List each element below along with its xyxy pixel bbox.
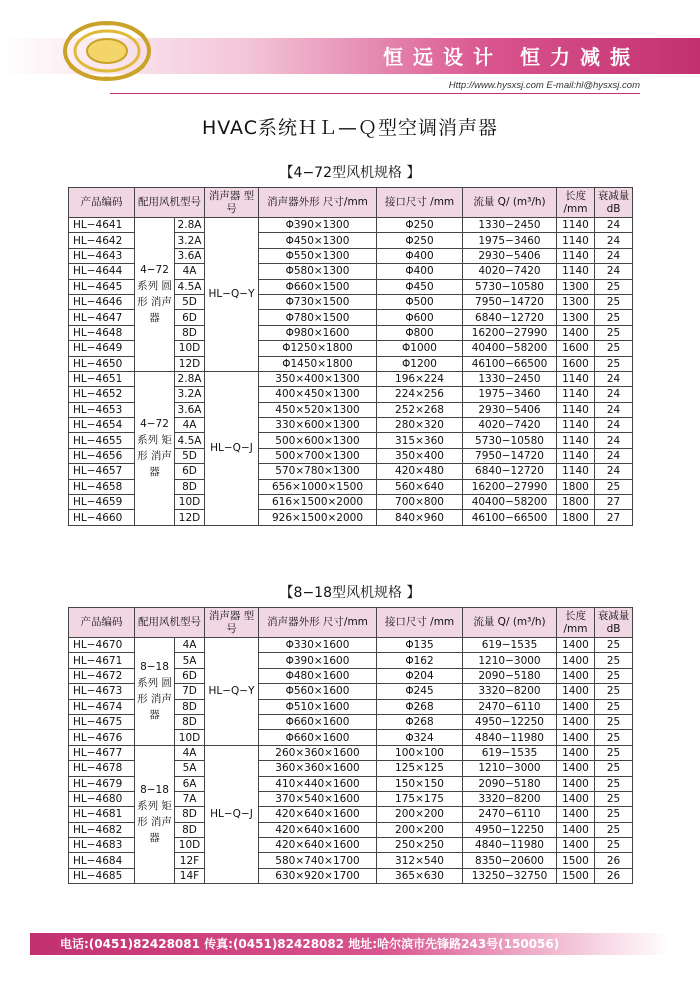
attenuation-cell: 25 — [595, 776, 633, 791]
product-code-cell: HL−4656 — [69, 448, 135, 463]
length-cell: 1400 — [557, 730, 595, 745]
flow-cell: 40400−58200 — [463, 495, 557, 510]
fan-model-cell: 5A — [175, 653, 205, 668]
dimension-cell: 500×700×1300 — [259, 448, 377, 463]
interface-cell: Φ1200 — [377, 356, 463, 371]
dimension-cell: Φ780×1500 — [259, 310, 377, 325]
table-row — [69, 745, 633, 760]
attenuation-cell: 25 — [595, 838, 633, 853]
length-cell: 1500 — [557, 853, 595, 868]
flow-cell: 1330−2450 — [463, 218, 557, 233]
dimension-cell: Φ330×1600 — [259, 638, 377, 653]
flow-cell: 2090−5180 — [463, 668, 557, 683]
silencer-model-cell: HL−Q−J — [205, 745, 259, 884]
flow-cell: 7950−14720 — [463, 294, 557, 309]
footer-contact: 电话:(0451)82428081 传真:(0451)82428082 地址:哈尔滨市先锋路243号(150056) — [30, 933, 670, 955]
length-cell: 1400 — [557, 653, 595, 668]
product-code-cell: HL−4677 — [69, 745, 135, 760]
product-code-cell: HL−4642 — [69, 233, 135, 248]
product-code-cell: HL−4683 — [69, 838, 135, 853]
interface-cell: 125×125 — [377, 761, 463, 776]
product-code-cell: HL−4657 — [69, 464, 135, 479]
interface-cell: Φ250 — [377, 233, 463, 248]
flow-cell: 5730−10580 — [463, 433, 557, 448]
product-code-cell: HL−4658 — [69, 479, 135, 494]
header-flow: 流量 Q/ (m³/h) — [463, 188, 557, 218]
interface-cell: Φ1000 — [377, 341, 463, 356]
product-code-cell: HL−4648 — [69, 325, 135, 340]
fan-model-cell: 12D — [175, 510, 205, 525]
dimension-cell: 420×640×1600 — [259, 822, 377, 837]
product-code-cell: HL−4653 — [69, 402, 135, 417]
page-title: HVAC系统ＨＬ—Ｑ型空调消声器 — [201, 117, 498, 139]
fan-model-cell: 12F — [175, 853, 205, 868]
flow-cell: 4840−11980 — [463, 730, 557, 745]
flow-cell: 2470−6110 — [463, 699, 557, 714]
table-row — [69, 371, 633, 386]
flow-cell: 4020−7420 — [463, 418, 557, 433]
attenuation-cell: 25 — [595, 714, 633, 729]
table-row — [69, 218, 633, 233]
attenuation-cell: 25 — [595, 638, 633, 653]
length-cell: 1140 — [557, 402, 595, 417]
length-cell: 1140 — [557, 264, 595, 279]
flow-cell: 6840−12720 — [463, 310, 557, 325]
product-code-cell: HL−4652 — [69, 387, 135, 402]
flow-cell: 46100−66500 — [463, 356, 557, 371]
attenuation-cell: 25 — [595, 791, 633, 806]
dimension-cell: 410×440×1600 — [259, 776, 377, 791]
attenuation-cell: 24 — [595, 387, 633, 402]
product-code-cell: HL−4654 — [69, 418, 135, 433]
dimension-cell: 616×1500×2000 — [259, 495, 377, 510]
product-code-cell: HL−4644 — [69, 264, 135, 279]
attenuation-cell: 24 — [595, 371, 633, 386]
product-code-cell: HL−4676 — [69, 730, 135, 745]
flow-cell: 4950−12250 — [463, 822, 557, 837]
interface-cell: 200×200 — [377, 822, 463, 837]
length-cell: 1400 — [557, 745, 595, 760]
fan-model-cell: 6D — [175, 668, 205, 683]
header-product-code: 产品编码 — [69, 608, 135, 638]
attenuation-cell: 24 — [595, 464, 633, 479]
length-cell: 1300 — [557, 310, 595, 325]
flow-cell: 1975−3460 — [463, 233, 557, 248]
fan-model-cell: 5A — [175, 761, 205, 776]
fan-model-cell: 10D — [175, 730, 205, 745]
header-flow: 流量 Q/ (m³/h) — [463, 608, 557, 638]
fan-model-cell: 8D — [175, 699, 205, 714]
fan-model-cell: 4A — [175, 264, 205, 279]
interface-cell: Φ400 — [377, 264, 463, 279]
flow-cell: 2090−5180 — [463, 776, 557, 791]
dimension-cell: Φ390×1600 — [259, 653, 377, 668]
flow-cell: 1330−2450 — [463, 371, 557, 386]
length-cell: 1300 — [557, 279, 595, 294]
header-attenuation: 衰减量 dB — [595, 188, 633, 218]
silencer-model-cell: HL−Q−J — [205, 371, 259, 525]
company-logo-icon — [62, 16, 152, 86]
dimension-cell: 926×1500×2000 — [259, 510, 377, 525]
spec-table-4-72 — [68, 187, 633, 526]
attenuation-cell: 24 — [595, 264, 633, 279]
interface-cell: 250×250 — [377, 838, 463, 853]
length-cell: 1400 — [557, 822, 595, 837]
interface-cell: 224×256 — [377, 387, 463, 402]
length-cell: 1400 — [557, 761, 595, 776]
length-cell: 1400 — [557, 807, 595, 822]
length-cell: 1400 — [557, 791, 595, 806]
flow-cell: 16200−27990 — [463, 479, 557, 494]
dimension-cell: 360×360×1600 — [259, 761, 377, 776]
length-cell: 1400 — [557, 776, 595, 791]
dimension-cell: 420×640×1600 — [259, 807, 377, 822]
dimension-cell: Φ390×1300 — [259, 218, 377, 233]
interface-cell: 420×480 — [377, 464, 463, 479]
flow-cell: 3320−8200 — [463, 791, 557, 806]
interface-cell: 312×540 — [377, 853, 463, 868]
dimension-cell: Φ1450×1800 — [259, 356, 377, 371]
fan-model-cell: 6D — [175, 464, 205, 479]
attenuation-cell: 24 — [595, 402, 633, 417]
flow-cell: 16200−27990 — [463, 325, 557, 340]
interface-cell: Φ400 — [377, 248, 463, 263]
dimension-cell: Φ660×1600 — [259, 730, 377, 745]
dimension-cell: Φ450×1300 — [259, 233, 377, 248]
fan-model-cell: 5D — [175, 294, 205, 309]
fan-model-cell: 8D — [175, 714, 205, 729]
length-cell: 1140 — [557, 464, 595, 479]
silencer-model-cell: HL−Q−Y — [205, 638, 259, 746]
header-interface: 接口尺寸 /mm — [377, 188, 463, 218]
attenuation-cell: 27 — [595, 495, 633, 510]
flow-cell: 4020−7420 — [463, 264, 557, 279]
product-code-cell: HL−4684 — [69, 853, 135, 868]
attenuation-cell: 25 — [595, 294, 633, 309]
contact-url-line: Http://www.hysxsj.com E-mail:hl@hysxsj.com — [448, 80, 640, 91]
interface-cell: Φ250 — [377, 218, 463, 233]
length-cell: 1400 — [557, 699, 595, 714]
header-fan-model: 配用风机型号 — [135, 608, 205, 638]
header-dimensions: 消声器外形 尺寸/mm — [259, 608, 377, 638]
header-product-code: 产品编码 — [69, 188, 135, 218]
dimension-cell: Φ1250×1800 — [259, 341, 377, 356]
interface-cell: Φ268 — [377, 699, 463, 714]
interface-cell: 175×175 — [377, 791, 463, 806]
fan-model-cell: 4.5A — [175, 279, 205, 294]
attenuation-cell: 25 — [595, 745, 633, 760]
silencer-model-cell: HL−Q−Y — [205, 218, 259, 372]
product-code-cell: HL−4643 — [69, 248, 135, 263]
slogan: 恒远设计 恒力减振 — [383, 45, 640, 69]
header-length: 长度 /mm — [557, 608, 595, 638]
dimension-cell: Φ980×1600 — [259, 325, 377, 340]
fan-model-cell: 10D — [175, 341, 205, 356]
attenuation-cell: 25 — [595, 699, 633, 714]
product-code-cell: HL−4647 — [69, 310, 135, 325]
interface-cell: 315×360 — [377, 433, 463, 448]
product-code-cell: HL−4645 — [69, 279, 135, 294]
interface-cell: 196×224 — [377, 371, 463, 386]
interface-cell: Φ162 — [377, 653, 463, 668]
dimension-cell: 500×600×1300 — [259, 433, 377, 448]
product-code-cell: HL−4646 — [69, 294, 135, 309]
product-code-cell: HL−4682 — [69, 822, 135, 837]
interface-cell: Φ245 — [377, 684, 463, 699]
fan-model-cell: 12D — [175, 356, 205, 371]
interface-cell: Φ800 — [377, 325, 463, 340]
product-code-cell: HL−4651 — [69, 371, 135, 386]
dimension-cell: 400×450×1300 — [259, 387, 377, 402]
length-cell: 1140 — [557, 448, 595, 463]
fan-model-cell: 2.8A — [175, 218, 205, 233]
product-code-cell: HL−4675 — [69, 714, 135, 729]
dimension-cell: Φ560×1600 — [259, 684, 377, 699]
length-cell: 1600 — [557, 356, 595, 371]
flow-cell: 3320−8200 — [463, 684, 557, 699]
dimension-cell: Φ730×1500 — [259, 294, 377, 309]
length-cell: 1400 — [557, 714, 595, 729]
interface-cell: Φ268 — [377, 714, 463, 729]
interface-cell: 560×640 — [377, 479, 463, 494]
product-code-cell: HL−4678 — [69, 761, 135, 776]
product-code-cell: HL−4671 — [69, 653, 135, 668]
dimension-cell: 350×400×1300 — [259, 371, 377, 386]
spec-table-8-18 — [68, 607, 633, 884]
fan-model-cell: 4A — [175, 638, 205, 653]
product-code-cell: HL−4660 — [69, 510, 135, 525]
interface-cell: 365×630 — [377, 868, 463, 883]
flow-cell: 8350−20600 — [463, 853, 557, 868]
dimension-cell: Φ580×1300 — [259, 264, 377, 279]
header-silencer-model: 消声器 型号 — [205, 608, 259, 638]
fan-model-cell: 14F — [175, 868, 205, 883]
header-interface: 接口尺寸 /mm — [377, 608, 463, 638]
length-cell: 1140 — [557, 248, 595, 263]
fan-series-label: 8−18 系列 矩形 消声器 — [135, 745, 175, 884]
table-header-row — [69, 608, 633, 638]
product-code-cell: HL−4655 — [69, 433, 135, 448]
dimension-cell: 420×640×1600 — [259, 838, 377, 853]
dimension-cell: 656×1000×1500 — [259, 479, 377, 494]
flow-cell: 13250−32750 — [463, 868, 557, 883]
attenuation-cell: 24 — [595, 433, 633, 448]
interface-cell: Φ135 — [377, 638, 463, 653]
product-code-cell: HL−4674 — [69, 699, 135, 714]
product-code-cell: HL−4659 — [69, 495, 135, 510]
flow-cell: 4950−12250 — [463, 714, 557, 729]
flow-cell: 5730−10580 — [463, 279, 557, 294]
attenuation-cell: 24 — [595, 248, 633, 263]
interface-cell: 350×400 — [377, 448, 463, 463]
product-code-cell: HL−4680 — [69, 791, 135, 806]
fan-model-cell: 3.6A — [175, 248, 205, 263]
product-code-cell: HL−4672 — [69, 668, 135, 683]
fan-model-cell: 5D — [175, 448, 205, 463]
header-dimensions: 消声器外形 尺寸/mm — [259, 188, 377, 218]
attenuation-cell: 24 — [595, 448, 633, 463]
flow-cell: 2930−5406 — [463, 402, 557, 417]
dimension-cell: 630×920×1700 — [259, 868, 377, 883]
table-header-row — [69, 188, 633, 218]
attenuation-cell: 25 — [595, 668, 633, 683]
fan-model-cell: 3.2A — [175, 233, 205, 248]
fan-model-cell: 4A — [175, 745, 205, 760]
flow-cell: 46100−66500 — [463, 510, 557, 525]
attenuation-cell: 26 — [595, 868, 633, 883]
product-code-cell: HL−4679 — [69, 776, 135, 791]
attenuation-cell: 25 — [595, 807, 633, 822]
fan-model-cell: 10D — [175, 838, 205, 853]
product-code-cell: HL−4649 — [69, 341, 135, 356]
dimension-cell: 330×600×1300 — [259, 418, 377, 433]
attenuation-cell: 24 — [595, 418, 633, 433]
interface-cell: 100×100 — [377, 745, 463, 760]
flow-cell: 7950−14720 — [463, 448, 557, 463]
fan-model-cell: 2.8A — [175, 371, 205, 386]
product-code-cell: HL−4685 — [69, 868, 135, 883]
interface-cell: 150×150 — [377, 776, 463, 791]
fan-model-cell: 8D — [175, 822, 205, 837]
dimension-cell: Φ660×1600 — [259, 714, 377, 729]
dimension-cell: 580×740×1700 — [259, 853, 377, 868]
flow-cell: 2930−5406 — [463, 248, 557, 263]
flow-cell: 619−1535 — [463, 638, 557, 653]
flow-cell: 40400−58200 — [463, 341, 557, 356]
header-length: 长度 /mm — [557, 188, 595, 218]
flow-cell: 619−1535 — [463, 745, 557, 760]
attenuation-cell: 25 — [595, 325, 633, 340]
dimension-cell: Φ660×1500 — [259, 279, 377, 294]
flow-cell: 4840−11980 — [463, 838, 557, 853]
product-code-cell: HL−4641 — [69, 218, 135, 233]
length-cell: 1800 — [557, 479, 595, 494]
fan-model-cell: 8D — [175, 325, 205, 340]
attenuation-cell: 26 — [595, 853, 633, 868]
dimension-cell: Φ550×1300 — [259, 248, 377, 263]
length-cell: 1400 — [557, 684, 595, 699]
section1-title: 【4−72型风机规格 】 — [279, 165, 421, 181]
attenuation-cell: 24 — [595, 218, 633, 233]
interface-cell: Φ500 — [377, 294, 463, 309]
dimension-cell: Φ480×1600 — [259, 668, 377, 683]
dimension-cell: 570×780×1300 — [259, 464, 377, 479]
length-cell: 1140 — [557, 433, 595, 448]
fan-model-cell: 10D — [175, 495, 205, 510]
interface-cell: Φ600 — [377, 310, 463, 325]
length-cell: 1140 — [557, 387, 595, 402]
fan-model-cell: 3.6A — [175, 402, 205, 417]
dimension-cell: 260×360×1600 — [259, 745, 377, 760]
flow-cell: 1210−3000 — [463, 653, 557, 668]
fan-series-label: 4−72 系列 圆形 消声器 — [135, 218, 175, 372]
interface-cell: 700×800 — [377, 495, 463, 510]
interface-cell: 200×200 — [377, 807, 463, 822]
fan-series-label: 8−18 系列 圆形 消声器 — [135, 638, 175, 746]
length-cell: 1800 — [557, 495, 595, 510]
flow-cell: 1975−3460 — [463, 387, 557, 402]
fan-model-cell: 4A — [175, 418, 205, 433]
attenuation-cell: 25 — [595, 356, 633, 371]
interface-cell: 840×960 — [377, 510, 463, 525]
attenuation-cell: 25 — [595, 822, 633, 837]
fan-model-cell: 3.2A — [175, 387, 205, 402]
dimension-cell: 450×520×1300 — [259, 402, 377, 417]
header-fan-model: 配用风机型号 — [135, 188, 205, 218]
attenuation-cell: 25 — [595, 279, 633, 294]
product-code-cell: HL−4670 — [69, 638, 135, 653]
fan-model-cell: 7D — [175, 684, 205, 699]
flow-cell: 2470−6110 — [463, 807, 557, 822]
flow-cell: 1210−3000 — [463, 761, 557, 776]
length-cell: 1140 — [557, 218, 595, 233]
fan-model-cell: 6A — [175, 776, 205, 791]
product-code-cell: HL−4673 — [69, 684, 135, 699]
section2-title: 【8−18型风机规格 】 — [279, 585, 421, 601]
flow-cell: 6840−12720 — [463, 464, 557, 479]
product-code-cell: HL−4650 — [69, 356, 135, 371]
interface-cell: Φ324 — [377, 730, 463, 745]
interface-cell: 252×268 — [377, 402, 463, 417]
length-cell: 1400 — [557, 838, 595, 853]
header-attenuation: 衰减量 dB — [595, 608, 633, 638]
length-cell: 1140 — [557, 418, 595, 433]
fan-model-cell: 8D — [175, 807, 205, 822]
attenuation-cell: 25 — [595, 761, 633, 776]
attenuation-cell: 25 — [595, 653, 633, 668]
fan-series-label: 4−72 系列 矩形 消声器 — [135, 371, 175, 525]
interface-cell: Φ450 — [377, 279, 463, 294]
length-cell: 1400 — [557, 325, 595, 340]
attenuation-cell: 25 — [595, 310, 633, 325]
attenuation-cell: 25 — [595, 341, 633, 356]
attenuation-cell: 25 — [595, 684, 633, 699]
interface-cell: Φ204 — [377, 668, 463, 683]
length-cell: 1300 — [557, 294, 595, 309]
length-cell: 1600 — [557, 341, 595, 356]
dimension-cell: 370×540×1600 — [259, 791, 377, 806]
interface-cell: 280×320 — [377, 418, 463, 433]
length-cell: 1400 — [557, 638, 595, 653]
length-cell: 1400 — [557, 668, 595, 683]
divider — [110, 93, 640, 94]
attenuation-cell: 25 — [595, 479, 633, 494]
attenuation-cell: 24 — [595, 233, 633, 248]
length-cell: 1140 — [557, 233, 595, 248]
table-row — [69, 638, 633, 653]
attenuation-cell: 25 — [595, 730, 633, 745]
length-cell: 1800 — [557, 510, 595, 525]
attenuation-cell: 27 — [595, 510, 633, 525]
fan-model-cell: 8D — [175, 479, 205, 494]
dimension-cell: Φ510×1600 — [259, 699, 377, 714]
length-cell: 1500 — [557, 868, 595, 883]
fan-model-cell: 6D — [175, 310, 205, 325]
product-code-cell: HL−4681 — [69, 807, 135, 822]
length-cell: 1140 — [557, 371, 595, 386]
header-silencer-model: 消声器 型号 — [205, 188, 259, 218]
fan-model-cell: 7A — [175, 791, 205, 806]
fan-model-cell: 4.5A — [175, 433, 205, 448]
